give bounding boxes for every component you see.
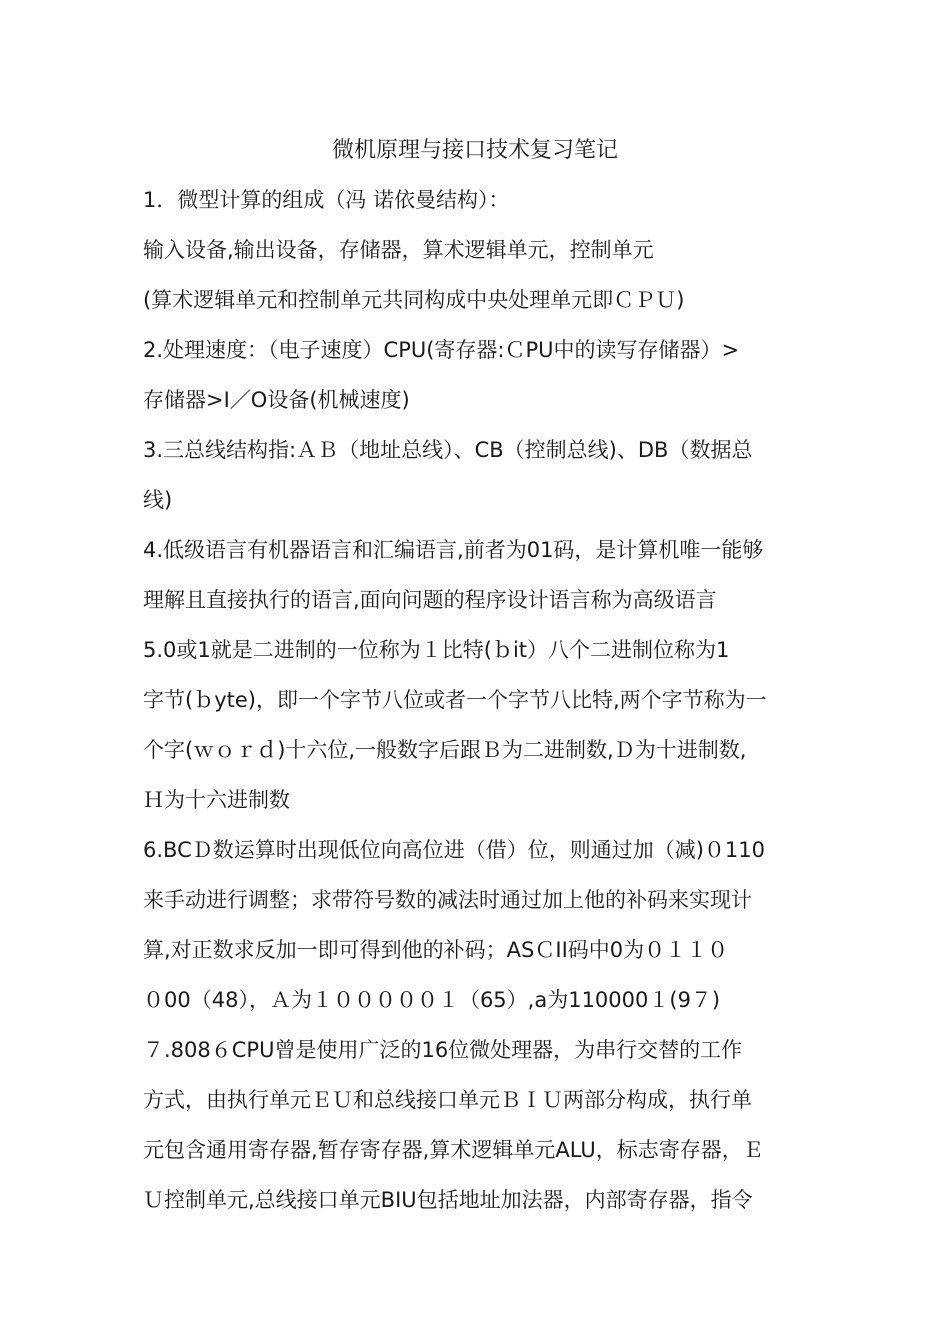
text-line-11: 字节(ｂyte)，即一个字节八位或者一个字节八比特,两个字节称为一 [143, 688, 767, 712]
text-line-9: 理解且直接执行的语言,面向问题的程序设计语言称为高级语言 [143, 588, 717, 612]
text-line-12: 个字(ｗｏｒｄ)十六位,一般数字后跟Ｂ为二进制数,Ｄ为十进制数, [143, 738, 747, 762]
text-line-7: 线) [143, 488, 173, 512]
text-line-13: Ｈ为十六进制数 [143, 788, 290, 812]
text-line-10: 5.0或1就是二进制的一位称为１比特(ｂit）八个二进制位称为1 [143, 638, 730, 662]
text-line-17: ０00（48），Ａ为１０００００１（65）,a为110000１(9７) [143, 988, 721, 1012]
text-line-16: 算,对正数求反加一即可得到他的补码；ASＣII码中0为０１１０ [143, 938, 729, 962]
text-line-4: 2.处理速度：（电子速度）CPU(寄存器:ＣPU中的读写存储器）> [143, 338, 740, 362]
text-line-6: 3.三总线结构指:ＡＢ（地址总线）、CB（控制总线)、DB（数据总 [143, 438, 753, 462]
text-line-3: (算术逻辑单元和控制单元共同构成中央处理单元即ＣＰＵ) [143, 288, 685, 312]
document-title: 微机原理与接口技术复习笔记 [331, 138, 618, 163]
text-line-1: 1．微型计算的组成（冯 诺依曼结构）： [143, 188, 510, 212]
text-line-2: 输入设备,输出设备，存储器，算术逻辑单元，控制单元 [143, 238, 654, 262]
text-line-14: 6.BCＤ数运算时出现低位向高位进（借）位，则通过加（减)０110 [143, 838, 766, 862]
text-line-5: 存储器>I／O设备(机械速度) [143, 388, 410, 412]
text-line-18: ７.808６CPU曾是使用广泛的16位微处理器，为串行交替的工作 [143, 1038, 743, 1062]
text-line-15: 来手动进行调整；求带符号数的减法时通过加上他的补码来实现计 [143, 888, 752, 912]
text-line-8: 4.低级语言有机器语言和汇编语言,前者为01码，是计算机唯一能够 [143, 538, 764, 562]
text-line-20: 元包含通用寄存器,暂存寄存器,算术逻辑单元ALU，标志寄存器，Ｅ [143, 1138, 764, 1162]
text-line-21: Ｕ控制单元,总线接口单元BIU包括地址加法器，内部寄存器，指令 [143, 1188, 753, 1212]
text-line-19: 方式，由执行单元ＥＵ和总线接口单元ＢＩＵ两部分构成，执行单 [143, 1088, 752, 1112]
